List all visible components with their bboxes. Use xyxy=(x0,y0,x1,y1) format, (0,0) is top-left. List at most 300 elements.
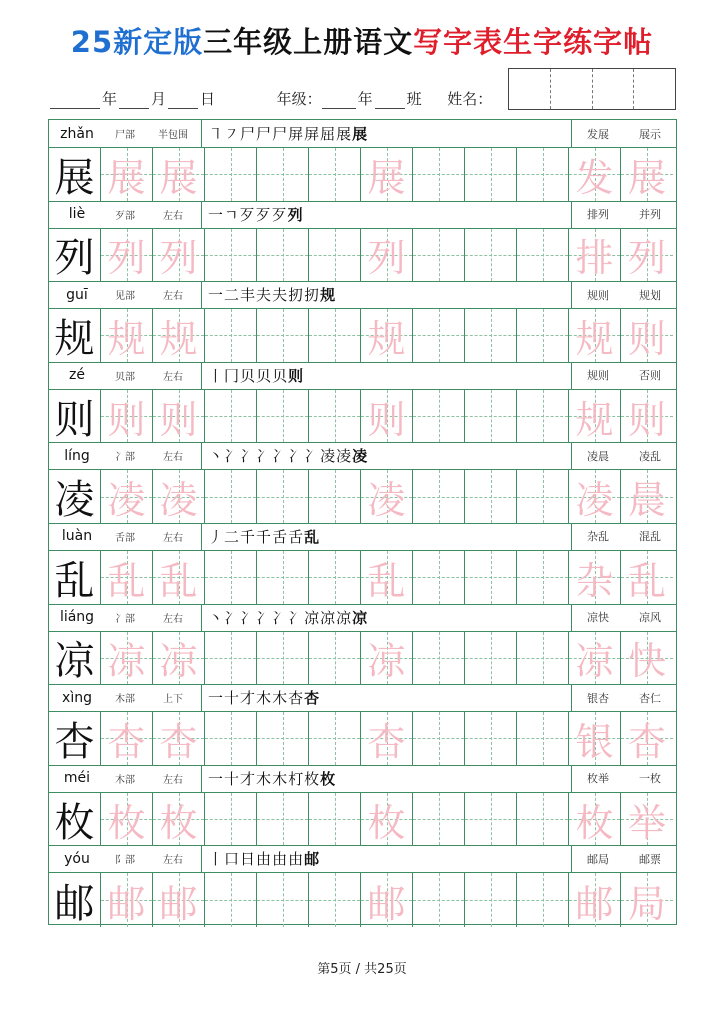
trace-character-cell[interactable] xyxy=(153,390,205,443)
day-label: 日 xyxy=(200,90,216,108)
trace-word-cell[interactable] xyxy=(569,309,621,362)
practice-cell[interactable] xyxy=(413,470,465,523)
model-character-cell[interactable] xyxy=(49,793,101,846)
trace-character: 则 xyxy=(627,316,666,361)
radical: 见部 xyxy=(115,291,135,303)
practice-cell[interactable] xyxy=(517,793,569,846)
stroke-step: 木 xyxy=(256,689,272,708)
stroke-step: 冫 xyxy=(272,447,288,466)
trace-word-cell[interactable] xyxy=(621,229,673,282)
trace-character-cell[interactable] xyxy=(153,309,205,362)
example-words xyxy=(571,845,676,872)
character-info-row xyxy=(49,684,676,712)
stroke-step: 尸 xyxy=(272,125,288,143)
stroke-step: 邮 xyxy=(304,850,320,869)
practice-cell[interactable] xyxy=(309,712,361,765)
pinyin: liè xyxy=(68,206,86,223)
practice-cell[interactable] xyxy=(309,470,361,523)
stroke-step: 歹 xyxy=(255,205,271,224)
model-character-cell[interactable] xyxy=(49,873,101,927)
character-row xyxy=(49,362,676,443)
model-character: 邮 xyxy=(54,880,95,927)
trace-word-cell[interactable] xyxy=(569,390,621,443)
trace-character: 杏 xyxy=(159,719,198,764)
trace-character: 规 xyxy=(159,316,198,361)
example-word: 一枚 xyxy=(639,772,661,786)
trace-character: 邮 xyxy=(107,881,146,926)
practice-cell[interactable] xyxy=(413,309,465,362)
year-blank[interactable] xyxy=(50,92,100,109)
trace-character-cell[interactable] xyxy=(101,793,153,846)
stroke-order xyxy=(201,362,571,389)
character-info-row xyxy=(49,604,676,632)
writing-grid-row xyxy=(49,148,676,202)
model-character-cell[interactable] xyxy=(49,309,101,362)
trace-character: 邮 xyxy=(159,881,198,926)
trace-character: 凌 xyxy=(159,478,198,523)
trace-character-cell[interactable] xyxy=(101,148,153,201)
practice-cell[interactable] xyxy=(465,470,517,523)
example-word: 凌晨 xyxy=(587,449,609,463)
practice-cell[interactable] xyxy=(309,632,361,685)
trace-character: 展 xyxy=(367,155,406,200)
radical: 冫部 xyxy=(115,452,135,464)
student-info-line xyxy=(50,88,492,109)
stroke-step: 展 xyxy=(336,125,352,143)
stroke-step: 歹 xyxy=(239,205,255,224)
practice-cell[interactable] xyxy=(257,551,309,604)
model-character-cell[interactable] xyxy=(49,551,101,604)
stroke-step: 才 xyxy=(240,689,256,708)
name-label: 姓名： xyxy=(447,90,493,108)
trace-character-cell[interactable] xyxy=(101,390,153,443)
practice-cell[interactable] xyxy=(309,793,361,846)
trace-character: 规 xyxy=(575,316,614,361)
example-word: 凉快 xyxy=(587,611,609,625)
practice-cell[interactable] xyxy=(257,793,309,846)
practice-cell[interactable] xyxy=(205,148,257,201)
character-row xyxy=(49,684,676,765)
stroke-step: 歹 xyxy=(271,205,287,224)
structure: 半包围 xyxy=(158,130,188,141)
trace-character: 发 xyxy=(575,155,614,200)
trace-word-cell[interactable] xyxy=(569,632,621,685)
trace-character: 则 xyxy=(367,397,406,442)
practice-cell[interactable] xyxy=(413,873,465,927)
example-words xyxy=(571,201,676,228)
stroke-step: 由 xyxy=(256,850,272,869)
trace-character: 列 xyxy=(627,236,666,281)
trace-character-cell[interactable] xyxy=(153,712,205,765)
example-words xyxy=(571,442,676,469)
stroke-step: 木 xyxy=(256,769,272,788)
trace-character: 银 xyxy=(575,719,614,764)
stroke-step: 冫 xyxy=(240,447,256,466)
model-character-cell[interactable] xyxy=(49,712,101,765)
stroke-step: 丨 xyxy=(208,366,224,385)
model-character: 枚 xyxy=(54,799,95,846)
example-word: 杏仁 xyxy=(639,691,661,705)
practice-cell[interactable] xyxy=(465,551,517,604)
example-word: 展示 xyxy=(639,127,661,141)
trace-word-cell[interactable] xyxy=(621,470,673,523)
trace-word-cell[interactable] xyxy=(621,632,673,685)
month-blank[interactable] xyxy=(119,92,149,109)
model-character-cell[interactable] xyxy=(49,390,101,443)
trace-character: 举 xyxy=(627,800,666,845)
practice-cell[interactable] xyxy=(413,712,465,765)
stroke-step: 凉 xyxy=(304,608,320,627)
trace-word-cell[interactable] xyxy=(569,793,621,846)
name-cell[interactable] xyxy=(634,69,675,109)
writing-grid-row xyxy=(49,632,676,686)
stroke-step: 舌 xyxy=(272,527,288,546)
trace-character: 枚 xyxy=(367,800,406,845)
class-blank[interactable] xyxy=(375,92,405,109)
trace-word-cell[interactable] xyxy=(569,873,621,927)
trace-character: 乱 xyxy=(627,558,666,603)
stroke-step: 一 xyxy=(208,689,224,708)
practice-cell[interactable] xyxy=(205,712,257,765)
practice-cell[interactable] xyxy=(205,229,257,282)
practice-cell[interactable] xyxy=(257,470,309,523)
trace-character: 凌 xyxy=(367,478,406,523)
writing-grid-row xyxy=(49,229,676,283)
character-info-row xyxy=(49,120,676,148)
trace-character: 乱 xyxy=(107,558,146,603)
stroke-step: 尸 xyxy=(240,125,256,143)
trace-character-cell[interactable] xyxy=(153,470,205,523)
practice-cell[interactable] xyxy=(465,632,517,685)
practice-cell[interactable] xyxy=(465,148,517,201)
stroke-step: 冫 xyxy=(256,608,272,627)
trace-word-cell[interactable] xyxy=(569,551,621,604)
stroke-order xyxy=(201,201,571,228)
page-footer: 第5页 / 共25页 xyxy=(317,962,407,977)
stroke-order xyxy=(201,442,571,469)
stroke-step: 冫 xyxy=(272,608,288,627)
stroke-step: 冫 xyxy=(224,608,240,627)
practice-cell[interactable] xyxy=(205,551,257,604)
stroke-step: 一 xyxy=(208,205,224,224)
trace-character: 杏 xyxy=(627,719,666,764)
model-character: 展 xyxy=(54,154,95,201)
trace-character: 局 xyxy=(627,881,666,926)
practice-cell[interactable] xyxy=(517,470,569,523)
trace-character-cell[interactable] xyxy=(153,793,205,846)
stroke-step: 贝 xyxy=(272,366,288,385)
pinyin: zé xyxy=(69,367,85,384)
practice-cell[interactable] xyxy=(517,309,569,362)
trace-character: 杏 xyxy=(107,719,146,764)
trace-character-cell[interactable] xyxy=(361,470,413,523)
structure: 左右 xyxy=(163,291,183,303)
stroke-step: 杏 xyxy=(304,689,320,708)
character-row xyxy=(49,604,676,685)
stroke-step: 屏 xyxy=(288,125,304,143)
writing-grid-row xyxy=(49,712,676,766)
practice-cell[interactable] xyxy=(257,873,309,927)
stroke-order xyxy=(201,281,571,308)
stroke-step: 一 xyxy=(208,769,224,788)
pinyin: zhǎn xyxy=(60,125,94,142)
stroke-step: 丨 xyxy=(208,850,224,869)
example-word: 凉风 xyxy=(639,611,661,625)
trace-word-cell[interactable] xyxy=(621,390,673,443)
model-character-cell[interactable] xyxy=(49,470,101,523)
practice-cell[interactable] xyxy=(205,390,257,443)
day-blank[interactable] xyxy=(168,92,198,109)
trace-character: 凉 xyxy=(107,639,146,684)
trace-word-cell[interactable] xyxy=(621,309,673,362)
model-character: 则 xyxy=(54,396,95,443)
stroke-step: 展 xyxy=(352,125,368,143)
example-word: 规划 xyxy=(639,288,661,302)
stroke-step: 冫 xyxy=(224,447,240,466)
stroke-step: 一 xyxy=(208,286,224,305)
trace-character-cell[interactable] xyxy=(361,309,413,362)
pinyin: méi xyxy=(63,770,91,787)
practice-cell[interactable] xyxy=(309,873,361,927)
practice-cell[interactable] xyxy=(309,148,361,201)
trace-character: 则 xyxy=(159,397,198,442)
radical: 木部 xyxy=(115,774,135,786)
trace-character: 凌 xyxy=(575,478,614,523)
name-cell[interactable] xyxy=(551,69,593,109)
trace-word-cell[interactable] xyxy=(569,470,621,523)
character-info-row xyxy=(49,281,676,309)
practice-cell[interactable] xyxy=(465,793,517,846)
character-info-row xyxy=(49,362,676,390)
stroke-step: 冫 xyxy=(240,608,256,627)
trace-character-cell[interactable] xyxy=(361,148,413,201)
writing-grid-row xyxy=(49,390,676,444)
trace-character: 杏 xyxy=(367,719,406,764)
pinyin: yóu xyxy=(64,850,90,867)
example-words xyxy=(571,362,676,389)
character-info-row xyxy=(49,523,676,551)
stroke-step: 屈 xyxy=(320,125,336,143)
trace-word-cell[interactable] xyxy=(569,712,621,765)
stroke-step: ㇇ xyxy=(224,125,240,143)
trace-character: 展 xyxy=(159,155,198,200)
trace-character: 凌 xyxy=(107,478,146,523)
trace-character-cell[interactable] xyxy=(361,632,413,685)
trace-character-cell[interactable] xyxy=(153,632,205,685)
example-words xyxy=(571,523,676,550)
model-character-cell[interactable] xyxy=(49,229,101,282)
practice-cell[interactable] xyxy=(309,390,361,443)
stroke-step: 冫 xyxy=(288,608,304,627)
trace-character-cell[interactable] xyxy=(101,470,153,523)
trace-character-cell[interactable] xyxy=(361,873,413,927)
practice-cell[interactable] xyxy=(517,632,569,685)
practice-cell[interactable] xyxy=(257,148,309,201)
trace-character: 列 xyxy=(367,236,406,281)
trace-word-cell[interactable] xyxy=(569,229,621,282)
example-word: 否则 xyxy=(639,369,661,383)
model-character: 规 xyxy=(54,315,95,362)
trace-character-cell[interactable] xyxy=(361,229,413,282)
stroke-step: ㄱ xyxy=(224,205,239,224)
pinyin: líng xyxy=(64,447,90,464)
trace-word-cell[interactable] xyxy=(621,793,673,846)
practice-cell[interactable] xyxy=(257,229,309,282)
stroke-step: 才 xyxy=(240,769,256,788)
name-cell[interactable] xyxy=(509,69,551,109)
structure: 上下 xyxy=(163,694,183,706)
trace-character: 规 xyxy=(107,316,146,361)
trace-character: 杂 xyxy=(575,558,614,603)
stroke-order xyxy=(201,604,571,631)
trace-character-cell[interactable] xyxy=(153,873,205,927)
stroke-step: ㇕ xyxy=(208,125,224,143)
trace-character-cell[interactable] xyxy=(101,712,153,765)
practice-cell[interactable] xyxy=(257,390,309,443)
practice-cell[interactable] xyxy=(309,551,361,604)
practice-cell[interactable] xyxy=(205,793,257,846)
practice-cell[interactable] xyxy=(257,632,309,685)
stroke-step: 杏 xyxy=(288,689,304,708)
trace-word-cell[interactable] xyxy=(621,148,673,201)
writing-grid-row xyxy=(49,551,676,605)
character-row xyxy=(49,281,676,362)
trace-character-cell[interactable] xyxy=(153,229,205,282)
trace-word-cell[interactable] xyxy=(569,148,621,201)
practice-cell[interactable] xyxy=(413,632,465,685)
practice-cell[interactable] xyxy=(413,551,465,604)
practice-cell[interactable] xyxy=(517,551,569,604)
stroke-step: 朾 xyxy=(288,769,304,788)
practice-cell[interactable] xyxy=(205,470,257,523)
trace-character: 凉 xyxy=(159,639,198,684)
practice-cell[interactable] xyxy=(257,309,309,362)
structure: 左右 xyxy=(163,210,183,222)
example-word: 规则 xyxy=(587,369,609,383)
trace-character-cell[interactable] xyxy=(101,632,153,685)
class-label: 班 xyxy=(406,90,422,108)
grade-year-label: 年 xyxy=(357,90,373,108)
trace-character-cell[interactable] xyxy=(361,793,413,846)
practice-cell[interactable] xyxy=(517,390,569,443)
grade-blank[interactable] xyxy=(322,92,356,109)
stroke-order xyxy=(201,684,571,711)
stroke-step: 日 xyxy=(240,850,256,869)
model-character: 凌 xyxy=(54,477,95,524)
stroke-step: 木 xyxy=(272,689,288,708)
trace-character: 列 xyxy=(107,236,146,281)
trace-character: 排 xyxy=(575,236,614,281)
trace-character: 枚 xyxy=(575,800,614,845)
trace-character-cell[interactable] xyxy=(153,551,205,604)
stroke-step: 二 xyxy=(224,286,240,305)
trace-character: 邮 xyxy=(575,881,614,926)
stroke-step: 千 xyxy=(256,527,272,546)
character-row xyxy=(49,523,676,604)
structure: 左右 xyxy=(163,774,183,786)
name-writing-grid[interactable] xyxy=(508,68,676,110)
trace-character-cell[interactable] xyxy=(101,551,153,604)
practice-cell[interactable] xyxy=(309,309,361,362)
stroke-step: 枚 xyxy=(320,769,336,788)
practice-cell[interactable] xyxy=(465,390,517,443)
character-row xyxy=(49,765,676,846)
trace-character-cell[interactable] xyxy=(361,551,413,604)
trace-word-cell[interactable] xyxy=(621,712,673,765)
practice-cell[interactable] xyxy=(413,229,465,282)
structure: 左右 xyxy=(163,532,183,544)
trace-character-cell[interactable] xyxy=(153,148,205,201)
practice-cell[interactable] xyxy=(205,632,257,685)
trace-character-cell[interactable] xyxy=(101,229,153,282)
trace-word-cell[interactable] xyxy=(621,551,673,604)
trace-character-cell[interactable] xyxy=(361,390,413,443)
model-character-cell[interactable] xyxy=(49,632,101,685)
stroke-step: 口 xyxy=(224,850,240,869)
practice-cell[interactable] xyxy=(205,309,257,362)
practice-cell[interactable] xyxy=(413,793,465,846)
stroke-step: 枚 xyxy=(304,769,320,788)
practice-cell[interactable] xyxy=(257,712,309,765)
trace-character-cell[interactable] xyxy=(101,309,153,362)
trace-character: 则 xyxy=(107,397,146,442)
stroke-order xyxy=(201,845,571,872)
practice-cell[interactable] xyxy=(413,148,465,201)
example-words xyxy=(571,281,676,308)
stroke-step: 凌 xyxy=(352,447,368,466)
example-word: 规则 xyxy=(587,288,609,302)
practice-cell[interactable] xyxy=(465,229,517,282)
trace-character: 凉 xyxy=(575,639,614,684)
character-info-row xyxy=(49,442,676,470)
practice-cell[interactable] xyxy=(465,712,517,765)
character-row xyxy=(49,201,676,282)
stroke-step: 木 xyxy=(272,769,288,788)
stroke-step: 凌 xyxy=(320,447,336,466)
trace-word-cell[interactable] xyxy=(621,873,673,927)
trace-character-cell[interactable] xyxy=(101,873,153,927)
stroke-step: 扨 xyxy=(304,286,320,305)
stroke-step: 夫 xyxy=(256,286,272,305)
practice-cell[interactable] xyxy=(205,873,257,927)
trace-character: 规 xyxy=(575,397,614,442)
practice-cell[interactable] xyxy=(517,873,569,927)
trace-character: 枚 xyxy=(159,800,198,845)
practice-cell[interactable] xyxy=(517,712,569,765)
practice-cell[interactable] xyxy=(309,229,361,282)
practice-cell[interactable] xyxy=(413,390,465,443)
pinyin: guī xyxy=(66,286,88,303)
stroke-step: 千 xyxy=(240,527,256,546)
practice-cell[interactable] xyxy=(517,229,569,282)
practice-cell[interactable] xyxy=(465,309,517,362)
stroke-step: 丰 xyxy=(240,286,256,305)
trace-character: 列 xyxy=(159,236,198,281)
name-cell[interactable] xyxy=(593,69,635,109)
stroke-step: 冫 xyxy=(256,447,272,466)
practice-cell[interactable] xyxy=(465,873,517,927)
practice-sheet xyxy=(48,119,677,925)
model-character-cell[interactable] xyxy=(49,148,101,201)
stroke-step: 贝 xyxy=(256,366,272,385)
example-word: 银杏 xyxy=(587,691,609,705)
example-word: 发展 xyxy=(587,127,609,141)
practice-cell[interactable] xyxy=(517,148,569,201)
stroke-order xyxy=(201,765,571,792)
trace-character-cell[interactable] xyxy=(361,712,413,765)
trace-character: 枚 xyxy=(107,800,146,845)
example-word: 杂乱 xyxy=(587,530,609,544)
